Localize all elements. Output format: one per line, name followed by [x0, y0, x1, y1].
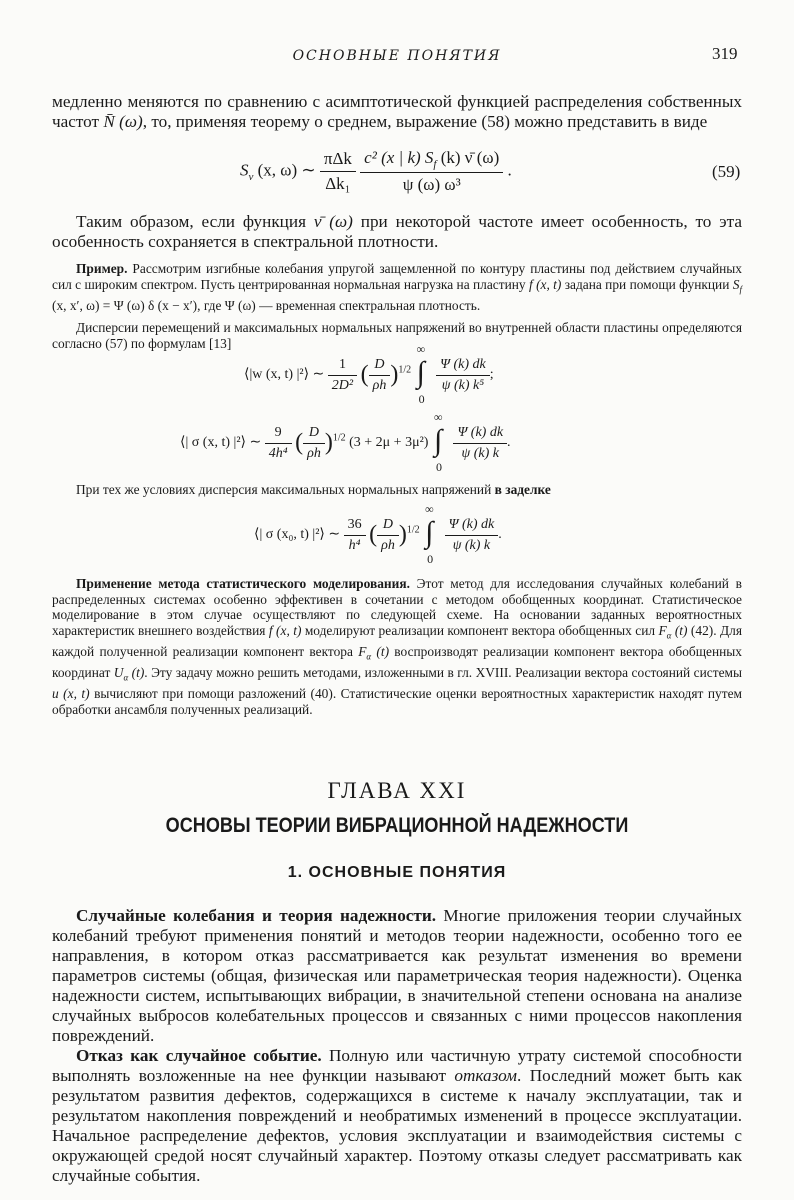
method-U-symbol: U — [113, 664, 124, 680]
intro-text-a: медленно меняются по сравнению с асимптотической функцией распределения собственных частот — [52, 92, 742, 131]
method-text-b: моделируют реализации компонент вектора обобщенных сил — [301, 622, 659, 638]
failure-label: Отказ как случайное событие. — [76, 1046, 322, 1065]
eqw-lhs: ⟨|w (x, t) |²⟩ ∼ — [244, 367, 328, 383]
method-u-symbol: u (x, t) — [52, 686, 90, 702]
eqe-c-num: 36 — [344, 517, 366, 536]
eqe-lhs: ⟨| σ (x₀, t) |²⟩ ∼ — [254, 527, 344, 543]
eq59-fraction-1 — [320, 149, 356, 194]
eq59-f2-num: c² (x | k) S — [364, 148, 434, 167]
eq59-f1-den: Δk₁ — [325, 174, 351, 194]
example-f-symbol: f (x, t) — [528, 276, 562, 292]
failure-term: отказом — [454, 1066, 518, 1085]
failure-text-b: . Последний может быть как результатом развития дефектов, содержащихся в системе к началу эксплуатации, так и результатом накопления повреждений и необратимых изменений в процессе эксплуатации. Начальное распределение дефектов, условия эксплуатации и взаимодействия системы с окружающей средой носят случайный характер. Поэтому отказы следует рассматривать как случайные события. — [52, 1066, 742, 1185]
method-label: Применение метода статистического моделирования. — [76, 576, 410, 591]
eqe-d-frac — [377, 517, 399, 554]
eq59-f2-den: ψ (ω) ω³ — [402, 175, 461, 195]
eqw-d-frac — [369, 357, 391, 394]
eqs-i-den: ψ (k) k — [461, 445, 499, 461]
example-text-b: задана при помощи функции — [561, 276, 733, 292]
example-text-a: Рассмотрим изгибные колебания упругой защемленной по контуру пластины под действием случайных сил с широким спектром. Пусть центрированная нормальная нагрузка на пластину — [52, 261, 742, 292]
eq59-f2-num-tail: (k) ν̄ (ω) — [436, 148, 500, 167]
eqs-c-den: 4h⁴ — [268, 445, 288, 461]
equation-w-dispersion: ⟨|w (x, t) |²⟩ ∼ $\frac{1}{\text{2D²}}$ ( $\frac{D}{\rho h}$ )$^{1/2}$ ∞ ∫ 0 $\frac{\Psi (k) dk}{\text{ψ (k) k⁵}}$ ; — [244, 342, 494, 406]
edge-stress-line — [52, 482, 742, 498]
sing-symbol: ν̄ (ω) — [313, 212, 353, 231]
chapter-title: ОСНОВЫ ТЕОРИИ ВИБРАЦИОННОЙ НАДЕЖНОСТИ — [165, 814, 629, 837]
eq59-lhs-sub: v — [248, 171, 254, 183]
intro-symbol: N̄ (ω) — [103, 112, 143, 131]
eqe-int-up: ∞ — [425, 502, 434, 516]
eqs-d-den: ρh — [303, 443, 325, 462]
random-text: Многие приложения теории случайных колебаний требуют применения понятий и методов теории надежности, особенно того ее направления, в котором отказ рассматривается как результат изменения во времени параметров системы (общая, физическая или параметрическая теория надежности). Оценка надежности систем, испытывающих вибрации, в значительной степени основана на анализе случайных выбросов колебательных процессов и связанных с ними процессов накопления повреждений. — [52, 906, 742, 1045]
eq59-f2-num-sub: f — [433, 158, 437, 171]
integral-icon: ∞ ∫ 0 — [416, 342, 426, 406]
integral-icon: ∞ ∫ 0 — [425, 502, 434, 566]
method-F-symbol-2: F — [358, 643, 367, 659]
eqe-pow: 1/2 — [406, 524, 420, 536]
eqw-i-num: Ψ (k) dk — [436, 357, 490, 376]
equation-59 — [240, 148, 512, 195]
method-F-sub: α — [666, 630, 672, 641]
failure-paragraph — [52, 1046, 742, 1186]
example-text-c: , где Ψ (ω) — временная спектральная плотность. — [197, 297, 481, 313]
eqw-d-num: D — [374, 356, 385, 372]
eqw-int-up: ∞ — [416, 342, 426, 356]
method-text-d: воспроизводят реализации компонент вектора обобщенных координат — [52, 643, 742, 680]
sing-text-b: при некоторой частоте имеет особенность, то эта особенность сохраняется в спектральной плотности. — [52, 212, 742, 251]
running-head: ОСНОВНЫЕ ПОНЯТИЯ — [292, 48, 502, 64]
intro-text-b: , то, применяя теорему о среднем, выражение (58) можно представить в виде — [142, 112, 708, 131]
eqs-coef — [265, 425, 292, 462]
eqs-d-frac — [303, 425, 325, 462]
eqs-int-lo: 0 — [435, 460, 442, 474]
eq59-f1-num: πΔk — [320, 149, 356, 172]
eqw-coef — [328, 357, 357, 394]
eqw-integrand — [436, 357, 490, 394]
chapter-label: ГЛАВА XXI — [327, 778, 467, 803]
eq59-fraction-2 — [360, 148, 503, 195]
eqs-end: . — [507, 435, 511, 451]
eqe-int-lo: 0 — [427, 552, 434, 566]
eqe-i-num: Ψ (k) dk — [445, 517, 499, 536]
sing-text-a: Таким образом, если функция — [76, 212, 314, 231]
eqe-c-den: h⁴ — [348, 537, 361, 553]
eqs-pow: 1/2 — [332, 432, 346, 444]
eqs-i-num: Ψ (k) dk — [453, 425, 507, 444]
eqw-c-num: 1 — [328, 357, 357, 376]
eqs-integrand — [453, 425, 507, 462]
eqw-end: ; — [489, 367, 494, 383]
method-text-a: Этот метод для исследования случайных колебаний в распределенных системах особенно эффективен в сочетании с методом обобщенных координат. Статистическое моделирование в этом случае осуществляют по следующей схеме. На основании заданных вероятностных характеристик внешнего воздействия — [52, 576, 742, 638]
method-text-f: вычисляют при помощи разложений (40). Статистические оценки вероятностных характеристик находят путем обработки ансамбля полученных реализаций. — [52, 686, 742, 717]
example-s-sub: f — [739, 284, 742, 295]
failure-text-a: Полную или частичную утрату системой способности выполнять возложенные на нее функции называют — [52, 1046, 742, 1085]
eqe-d-num: D — [382, 516, 394, 532]
equation-sigma-dispersion: ⟨| σ (x, t) |²⟩ ∼ $\frac{9}{\text{4h⁴}}$ ( $\frac{D}{\rho h}$ )$^{1/2}$ (3 + 2μ + 3μ²) ∞ ∫ 0 $\frac{\Psi (k) dk}{\psi (k) k}$ . — [180, 410, 511, 474]
eq59-lhs: S — [240, 160, 249, 180]
eqs-lhs: ⟨| σ (x, t) |²⟩ ∼ — [180, 435, 265, 451]
method-text-c: (42). Для каждой полученной реализации компонент вектора — [52, 622, 742, 659]
example-s-symbol: S — [732, 276, 740, 292]
eqs-mid: (3 + 2μ + 3μ²) — [345, 435, 432, 451]
equation-edge-dispersion: ⟨| σ (x₀, t) |²⟩ ∼ $\frac{36}{\text{h⁴}}$ ( $\frac{D}{\rho h}$ )$^{1/2}$ ∞ ∫ 0 $\frac{\Psi (k) dk}{\psi (k) k}$ . — [254, 502, 502, 566]
method-U-sub: α — [123, 672, 129, 683]
random-vibrations-paragraph — [52, 906, 742, 1046]
example-label: Пример. — [76, 261, 128, 276]
equation-59-number: (59) — [712, 162, 741, 181]
method-F-sub-2: α — [366, 651, 372, 662]
method-U-tail: (t) — [128, 664, 145, 680]
integral-icon: ∞ ∫ 0 — [433, 410, 443, 474]
method-F-symbol: F — [658, 622, 667, 638]
eqe-i-den: ψ (k) k — [452, 537, 491, 553]
eq59-end: . — [507, 160, 512, 180]
edge-bold: в заделке — [494, 482, 551, 497]
statistical-modeling-paragraph — [52, 576, 742, 717]
eqw-pow: 1/2 — [398, 364, 412, 376]
eqs-c-num: 9 — [265, 425, 292, 444]
method-text-e: . Эту задачу можно решить методами, изложенными в гл. XVIII. Реализации вектора состояний системы — [144, 664, 742, 680]
eqe-integrand — [445, 517, 499, 554]
eqs-int-up: ∞ — [433, 410, 443, 424]
example-paragraph — [52, 261, 742, 313]
eq59-lhs-args: (x, ω) ∼ — [253, 160, 320, 180]
method-F-tail-2: (t) — [371, 643, 390, 659]
eqw-i-den: ψ (k) k⁵ — [441, 377, 485, 393]
page-number: 319 — [712, 44, 738, 63]
example-s-args: (x, x′, ω) = Ψ (ω) δ (x − x′) — [52, 297, 198, 313]
eqw-c-den: 2D² — [331, 377, 354, 393]
singularity-paragraph — [52, 212, 742, 252]
method-F-tail: (t) — [671, 622, 688, 638]
eqw-int-lo: 0 — [418, 392, 425, 406]
eqw-d-den: ρh — [369, 375, 391, 394]
example-paragraph-2: Дисперсии перемещений и максимальных нормальных напряжений во внутренней области пластины определяются согласно (57) по формулам [13] — [52, 320, 742, 351]
eqs-d-num: D — [308, 424, 320, 440]
edge-text: При тех же условиях дисперсия максимальных нормальных напряжений — [76, 482, 495, 497]
method-f-symbol: f (x, t) — [268, 622, 302, 638]
eqe-d-den: ρh — [377, 535, 399, 554]
eqe-end: . — [498, 527, 502, 543]
section-title: 1. ОСНОВНЫЕ ПОНЯТИЯ — [287, 864, 507, 881]
intro-paragraph — [52, 92, 742, 132]
random-label: Случайные колебания и теория надежности. — [76, 906, 437, 925]
eqe-coef — [344, 517, 366, 554]
